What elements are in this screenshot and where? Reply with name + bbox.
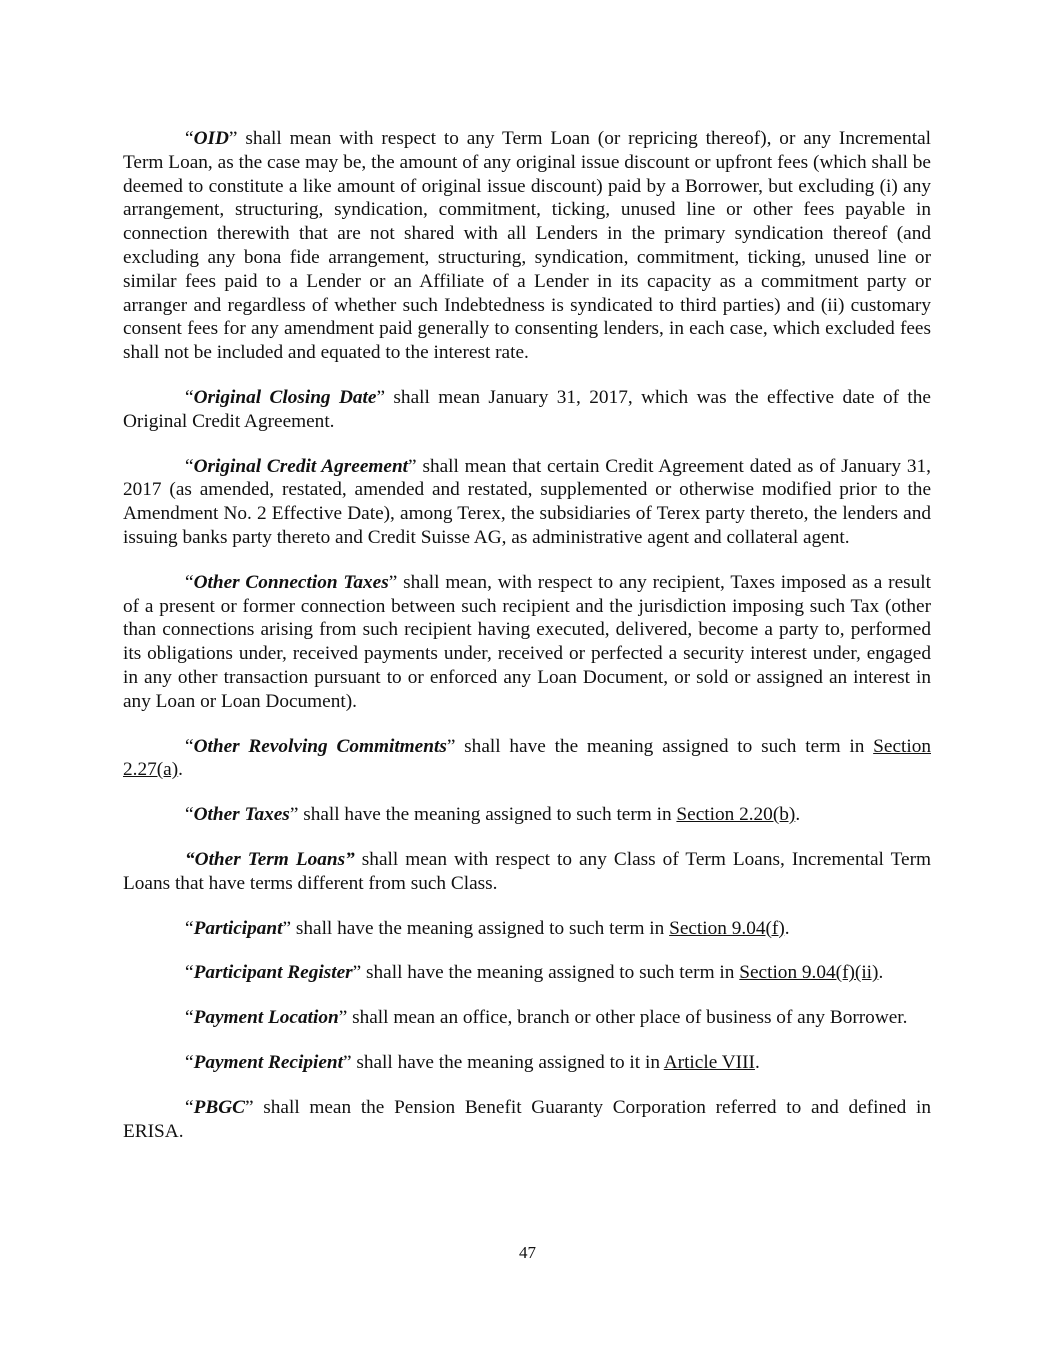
open-quote: “ bbox=[185, 1051, 194, 1073]
close-quote: ” bbox=[388, 571, 398, 593]
definition-original-credit-agreement bbox=[123, 455, 931, 550]
defined-term: Other Connection Taxes bbox=[193, 571, 389, 593]
section-reference-link[interactable]: Section 2.27(a) bbox=[123, 735, 931, 781]
close-quote: ” bbox=[282, 917, 292, 939]
open-quote: “ bbox=[185, 804, 194, 826]
section-reference-link[interactable]: Section 9.04(f) bbox=[669, 917, 785, 939]
open-quote: “ bbox=[185, 735, 194, 757]
defined-term: Payment Recipient bbox=[193, 1051, 343, 1073]
close-quote: ” bbox=[342, 1051, 352, 1073]
definition-text: shall mean with respect to any Class of Term Loans, Incremental Term Loans that have terms different from such Class. bbox=[123, 848, 931, 894]
close-quote: ” bbox=[408, 455, 417, 477]
definition-other-connection-taxes bbox=[123, 571, 931, 714]
close-quote: ” bbox=[228, 128, 238, 149]
close-quote: ” bbox=[289, 804, 299, 826]
open-quote: “ bbox=[185, 1007, 194, 1029]
defined-term: “Other Term Loans” bbox=[185, 848, 355, 870]
definition-other-taxes bbox=[123, 803, 931, 827]
definition-text: shall mean the Pension Benefit Guaranty Corporation referred to and defined in ERISA. bbox=[123, 1096, 931, 1142]
close-quote: ” bbox=[446, 735, 456, 757]
definition-text: shall have the meaning assigned to such term in bbox=[455, 735, 874, 757]
defined-term: OID bbox=[193, 128, 229, 149]
trailing-punctuation: . bbox=[795, 804, 801, 826]
definition-text: shall mean January 31, 2017, which was the effective date of the Original Credit Agreement. bbox=[123, 386, 931, 432]
definition-participant-register bbox=[123, 961, 931, 985]
defined-term: Other Taxes bbox=[193, 804, 290, 826]
definition-other-term-loans bbox=[123, 848, 931, 896]
definition-text: shall have the meaning assigned to such term in bbox=[298, 804, 677, 826]
document-page bbox=[123, 127, 931, 1164]
definition-payment-location bbox=[123, 1006, 931, 1030]
close-quote: ” bbox=[245, 1096, 254, 1118]
open-quote: “ bbox=[185, 128, 194, 149]
definition-oid bbox=[123, 127, 931, 365]
trailing-punctuation: . bbox=[178, 759, 183, 781]
open-quote: “ bbox=[185, 571, 194, 593]
close-quote: ” bbox=[376, 386, 386, 408]
defined-term: Payment Location bbox=[193, 1007, 339, 1029]
open-quote: “ bbox=[185, 455, 194, 477]
open-quote: “ bbox=[185, 917, 194, 939]
defined-term: Participant bbox=[193, 917, 283, 939]
article-reference-link[interactable]: Article VIII bbox=[663, 1051, 755, 1073]
defined-term: Other Revolving Commitments bbox=[193, 735, 447, 757]
definition-text: shall mean, with respect to any recipient, Taxes imposed as a result of a present or former connection between such recipient and the jurisdiction imposing such Tax (other than connections arising from such recipient having executed, delivered, become a party to, performed its obligations under, received payments under, received or perfected a security interest under, engaged in any other transaction pursuant to or enforced any Loan Document, or sold or assigned an interest in any Loan or Loan Document). bbox=[123, 571, 932, 712]
defined-term: PBGC bbox=[193, 1096, 245, 1118]
definition-participant bbox=[123, 917, 931, 941]
section-reference-link[interactable]: Section 2.20(b) bbox=[676, 804, 796, 826]
open-quote: “ bbox=[185, 386, 194, 408]
definition-other-revolving-commitments bbox=[123, 735, 931, 783]
trailing-punctuation: . bbox=[754, 1051, 760, 1073]
definition-original-closing-date bbox=[123, 386, 931, 434]
definition-text: shall mean an office, branch or other place of business of any Borrower. bbox=[347, 1007, 908, 1029]
close-quote: ” bbox=[352, 962, 362, 984]
open-quote: “ bbox=[185, 962, 194, 984]
trailing-punctuation: . bbox=[784, 917, 790, 939]
definition-payment-recipient bbox=[123, 1051, 931, 1075]
definition-text: shall have the meaning assigned to it in bbox=[351, 1051, 664, 1073]
definition-text: shall mean that certain Credit Agreement dated as of January 31, 2017 (as amended, restated, amended and restated, supplemented or otherwise modified prior to the Amendment No. 2 Effective Date), among Terex, the subsidiaries of Terex party thereto, the lenders and issuing banks party thereto and Credit Suisse AG, as administrative agent and collateral agent. bbox=[123, 455, 931, 548]
definition-text: shall mean with respect to any Term Loan (or repricing thereof), or any Incremental Term Loan, as the case may be, the amount of any original issue discount or upfront fees (which shall be deemed to constitute a like amount of original issue discount) paid by a Borrower, but excluding (i) any arrangement, structuring, syndication, commitment, ticking, unused line or other fees payable in connection therewith that are not shared with all Lenders in the primary syndication thereof (and excluding any bona fide arrangement, structuring, syndication, commitment, ticking, unused line or similar fees paid to a Lender or an Affiliate of a Lender in its capacity as a commitment party or arranger and regardless of whether such Indebtedness is syndicated to third parties) and (ii) customary consent fees for any amendment paid generally to consenting lenders, in each case, which excluded fees shall not be included and equated to the interest rate. bbox=[123, 128, 931, 364]
open-quote: “ bbox=[185, 1096, 194, 1118]
definition-text: shall have the meaning assigned to such term in bbox=[291, 917, 670, 939]
trailing-punctuation: . bbox=[878, 962, 884, 984]
defined-term: Original Closing Date bbox=[193, 386, 377, 408]
page-number: 47 bbox=[519, 1243, 536, 1262]
close-quote: ” bbox=[338, 1007, 348, 1029]
definition-pbgc bbox=[123, 1096, 931, 1144]
defined-term: Participant Register bbox=[193, 962, 353, 984]
definition-text: shall have the meaning assigned to such term in bbox=[361, 962, 740, 984]
section-reference-link[interactable]: Section 9.04(f)(ii) bbox=[739, 962, 879, 984]
defined-term: Original Credit Agreement bbox=[193, 455, 409, 477]
